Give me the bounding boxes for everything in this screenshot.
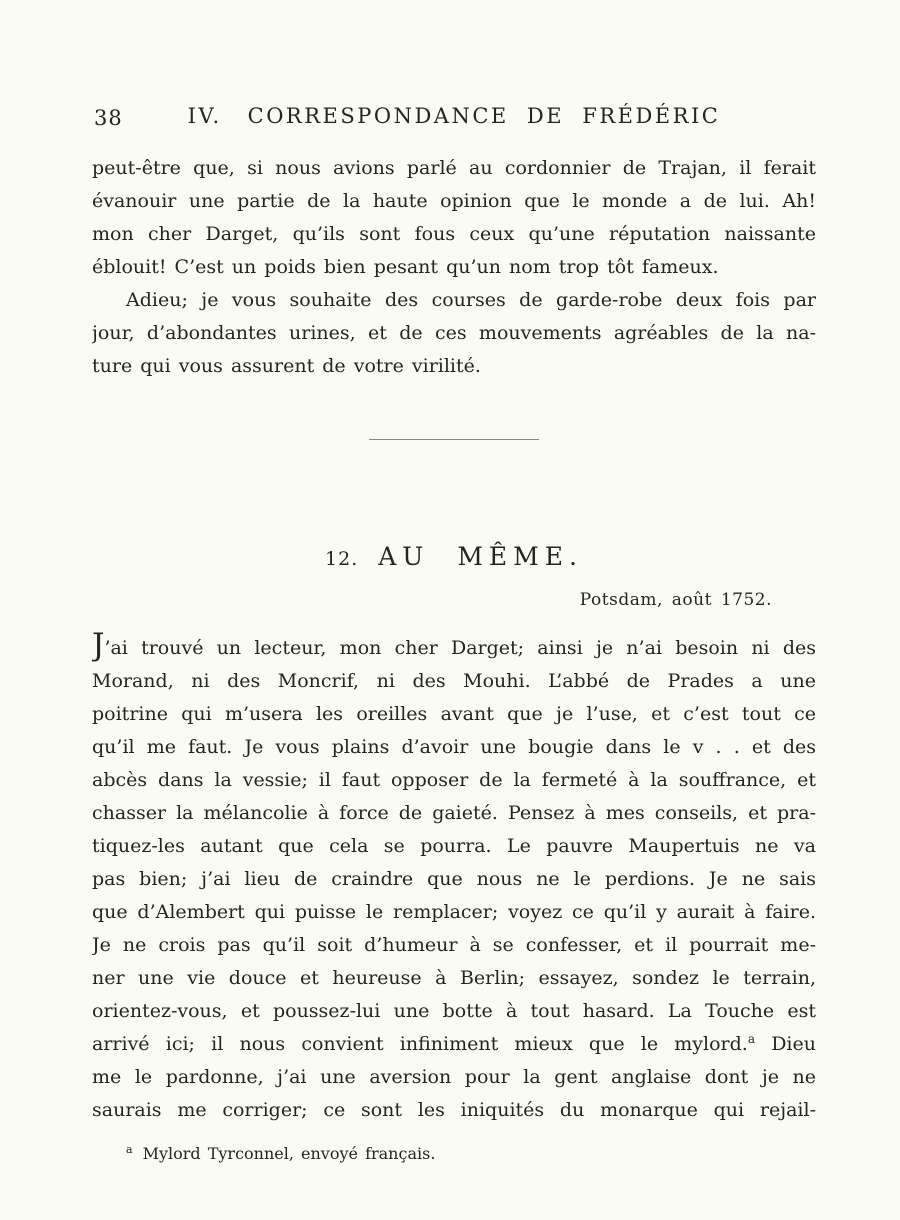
paragraph-continuation [92,152,816,284]
text-line: pas bien; j’ai lieu de craindre que nous ne le perdions. Je ne sais [92,868,816,890]
text-line: me le pardonne, j’ai une aversion pour la gent anglaise dont je ne [92,1066,816,1088]
footnote [126,1139,816,1165]
text-line: orientez-vous, et poussez-lui une botte à tout hasard. La Touche est [92,1000,816,1022]
text-line: qu’il me faut. Je vous plains d’avoir une bougie dans le v . . et des [92,736,816,758]
text-line: peut-être que, si nous avions parlé au cordonnier de Trajan, il ferait [92,157,816,179]
page-content [92,0,816,1165]
dateline: Potsdam, août 1752. [579,590,772,610]
text-line [92,1028,816,1061]
letter-body [92,632,816,1127]
text-line: tiquez-les autant que cela se pourra. Le pauvre Maupertuis ne va [92,835,816,857]
footnote-text: Mylord Tyrconnel, envoyé français. [142,1144,436,1163]
running-title [92,104,816,128]
letter-title: AU MÊME. [378,542,583,571]
text-line: éblouit! C’est un poids bien pesant qu’un nom trop tôt fameux. [92,256,719,278]
text-line: poitrine qui m’usera les oreilles avant que je l’use, et c’est tout ce [92,703,816,725]
text-line: ner une vie douce et heureuse à Berlin; essayez, sondez le terrain, [92,967,816,989]
text-line: évanouir une partie de la haute opinion que le monde a de lui. Ah! [92,190,816,212]
text-line: mon cher Darget, qu’ils sont fous ceux qu’une réputation naissante [92,223,816,245]
drop-cap-initial: J [92,632,105,663]
text-line: jour, d’abondantes urines, et de ces mouvements agréables de la na- [92,322,816,344]
text-line: saurais me corriger; ce sont les iniquités du monarque qui rejail- [92,1099,816,1121]
footnote-marker: a [126,1143,133,1156]
text-line: chasser la mélancolie à force de gaieté. Pensez à mes conseils, et pra- [92,802,816,824]
running-title-text: CORRESPONDANCE DE FRÉDÉRIC [247,104,721,128]
section-heading [92,542,816,571]
text-line: ture qui vous assurent de votre virilité. [92,355,481,377]
text-line: que d’Alembert qui puisse le remplacer; voyez ce qu’il y aurait à faire. [92,901,816,923]
text-line: Adieu; je vous souhaite des courses de garde-robe deux fois par [126,289,816,311]
running-header [92,104,816,137]
text-line [92,632,816,665]
letter-number: 12. [325,548,359,570]
paragraph-adieu [92,284,816,383]
chapter-numeral: IV. [187,104,222,128]
text-before-note: arrivé ici; il nous convient infiniment mieux que le mylord. [92,1033,748,1055]
text-line: Je ne crois pas qu’il soit d’humeur à se confesser, et il pourrait me- [92,934,816,956]
text-after-note: Dieu [755,1033,816,1055]
page-number: 38 [94,106,123,130]
text-line-rest: ’ai trouvé un lecteur, mon cher Darget; ainsi je n’ai besoin ni des [104,637,816,659]
footnote-reference: a [747,1032,755,1046]
text-line: abcès dans la vessie; il faut opposer de la fermeté à la souffrance, et [92,769,816,791]
text-line: Morand, ni des Moncrif, ni des Mouhi. L’abbé de Prades a une [92,670,816,692]
section-divider-rule [369,439,539,440]
